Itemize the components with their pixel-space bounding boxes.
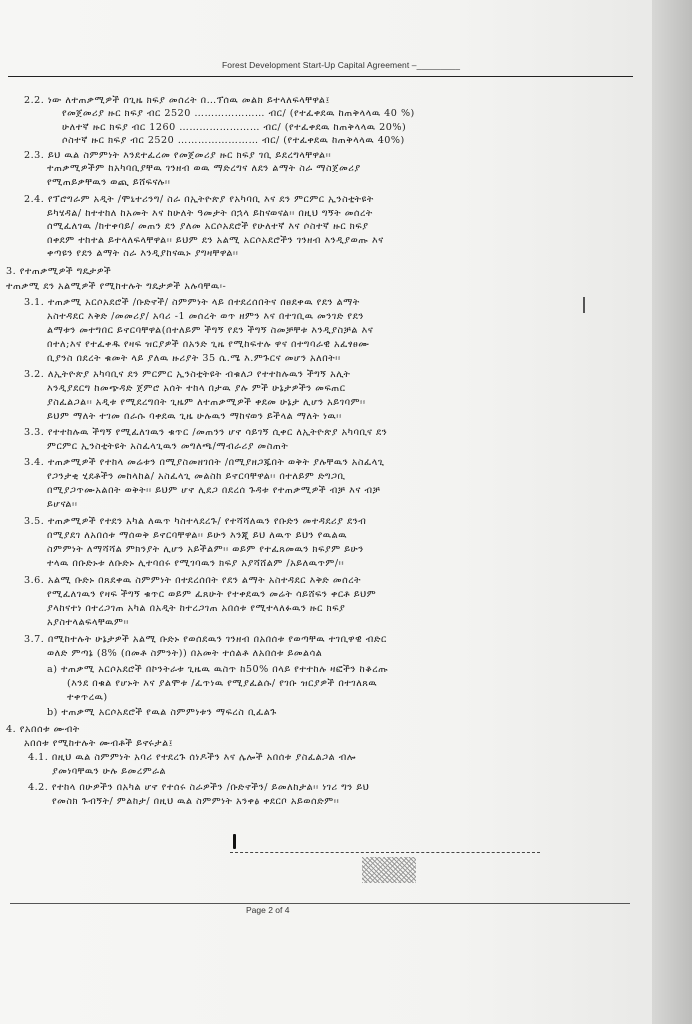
text-line: አያስተላልፍላቸዉም፡፡: [47, 617, 129, 628]
margin-mark: [583, 297, 585, 313]
text-line: 2.2. ነው ለተጠቃሚዎች በጊዜ ክፍያ መሰረት በ…ፕሰዉ መልክ ይተላለፍላቸዋል፤: [24, 95, 330, 106]
text-line: ያላከናተነ በተረጋገጠ አካል በአዲት ከተረጋገጠ አበሰቱ የሚተላለፉዉን ዙር ክፍያ: [47, 603, 346, 614]
scan-background: [652, 0, 692, 1024]
header-divider: [8, 76, 633, 77]
text-line: ልማቱን መተግበር ይኖርባቸዋል(በተለይም ችግኝ የደን ችግኝ ስመቻቸቱ እንዲያስቻል እና: [47, 325, 374, 336]
text-line: ይካሄዳል/ ከተተከለ ከአመት እና ከሁለት ዓመታት በኋላ ይከናወናል፡፡ በዚህ ግኝት መሰረት: [47, 208, 373, 219]
text-line: 4.1. በዚህ ዉል ስምምነት አባሪ የተደረጉ ሰነዶችን እና ሌሎች አበሰቱ ያስፈልጋል ብሎ: [28, 752, 357, 763]
header-title: Forest Development Start-Up Capital Agreement –_________: [222, 60, 461, 70]
text-line: 3.5. ተጠቃሚዎች የተደን አካል ለዉጥ ካስተላደረጉ/ የተሻሻለዉን የቡድን መተዳደሪያ ደንብ: [24, 516, 367, 527]
text-line: ተጠቃሚ ደን አልሚዎች የሚከተሉት ግዴታዎች አሉባቸዉ፡-: [6, 281, 227, 292]
text-line: በሚያጋጥሙአልበት ወቅት፡፡ ይህም ሆኖ ሊደጋ በደረሰ ጉዳቱ የተጠቃሚዎች ብቻ እና ብቻ: [47, 485, 381, 496]
text-line: ቀጣዩን የደን ልማት ስራ እንዲያከናዉኑ ያግዛቸዋል፡፡: [47, 248, 239, 259]
text-line: 2.4. የፕሮግራም አዲት /ሞኒተሪንግ/ ስራ በኢትዮጵያ የአካባቢ እና ደን ምርምር ኢንስቲትዩት: [24, 194, 374, 205]
text-line: ይሆናል፡፡: [47, 499, 78, 510]
text-line: አበሰቱ የሚከተሉት ሙብቶች ይኖሩታል፤: [24, 738, 174, 749]
text-line: የመስክ ጉብኝት/ ምልከታ/ በዚህ ዉል ስምምነት አንቀፅ ቀደርቦ አይወሰድም፡፡: [52, 796, 340, 807]
text-line: ተጠቃሚዎችም ከአካባቢያቸዉ ገንዘብ ወዉ ማድረግና ለደን ልማት ስራ ማስጀመሪያ: [47, 163, 361, 174]
stamp-image: [362, 857, 416, 883]
text-line: ሰሚፈለገዉ /ከተቀባይ/ መጠን ደን ያለመ አርሶአደሮች የሁለተኛ እና ሶስተኛ ዙር ክፍያ: [47, 221, 369, 232]
text-line: (እንደ በቁል የሆኑት እና ያልሞቱ /ፈጥነዉ የሚያፈልሱ/ የገቡ ዝርያዎች በተገለጸዉ: [67, 678, 378, 689]
text-line: 3.1. ተጠቃሚ አርሶአደሮች /ቡድኖች/ ስምምነት ላይ በተደረሰበትና በፀደቀዉ የደን ልማት: [24, 297, 360, 308]
section-heading: 3. የተጠቃሚዎች ግዴታዎች: [6, 266, 112, 277]
text-line: 3.4. ተጠቃሚዎች የተከላ መሬቱን በሚያስመዘገበት /በሚያዘጋጁበት ወቅት ያሉቸዉን አስፈላጊ: [24, 457, 385, 468]
text-line: ሁለተኛ ዙር ክፍያ ብር 1260 …………………… ብር/ (የተፈቀደዉ ከጠቅላላዉ 20%): [62, 122, 407, 133]
text-line: 2.3. ይህ ዉል ስምምነት እንደተፈረመ የመጀመሪያ ዙር ክፍያ ገቢ ይደረግላቸዋል፡፡: [24, 150, 332, 161]
text-line: ተቀጥረዉ): [67, 692, 108, 703]
text-line: በተለ;እና የተፈቀዱ የዛፍ ዝርያዎች በአንድ ጊዜ የሚከፍተሉ ዋና በተግባራዊ አፈፃፀሙ: [47, 339, 370, 350]
text-line: ቢያንስ በደረት ቁመት ላይ ያለዉ ዙሪያት 35 ሴ.ሜ እ.ምጉርና መሆን አለበት፡፡: [47, 353, 341, 364]
text-line: በሚያደገ ለአበሰቱ ማሰወቅ ይኖርባቸዋል፡፡ ይሁን እንጂ ይህ ለዉጥ ይህን የዉልዉ: [47, 530, 348, 541]
text-line: ያመነባቸዉን ሁሉ ይመረምራል: [52, 766, 167, 777]
footer-divider: [10, 903, 630, 904]
text-line: 3.3. የተተከሉዉ ችግኝ የሚፈለገዉን ቁጥር /መጠንን ሆኖ ሳይገኝ ሲቀር ለኢትዮጵያ አካባቢና ደን: [24, 427, 388, 438]
text-line: 3.6. አልሚ ቡድኑ በጸደቀዉ ስምምነት በተደረሰበት የደን ልማት አስተዳደር እቅድ መሰረት: [24, 575, 362, 586]
text-line: ምርምር ኢንስቲትዩት አስፈላጊዉን መግለጫ/ማብራሪያ መስጠት: [47, 441, 289, 452]
text-line: ሶስተኛ ዙር ክፍያ ብር 2520 …………………… ብር/ (የተፈቀደዉ ከጠቅላላዉ 40%): [62, 135, 405, 146]
text-line: የመጀመሪያ ዙር ክፍያ ብር 2520 ………………… ብር/ (የተፈቀደዉ ከጠቅላላዉ 40 %): [62, 108, 415, 119]
text-line: የጋንታቂ ሂደቶችን መከላከል/ አስፈላጊ መልስከ ይኖርባቸዋል፡፡ በተለይም ድግጋቢ: [47, 471, 346, 482]
text-line: በቀደም ተከተል ይተላለፍላቸዋል፡፡ ይህም ደን አልሚ አርሶአደሮችን ገንዘብ እንዲያወጡ እና: [47, 235, 384, 246]
text-line: ያስፈልጋል፡፡ አዲቱ የሚደረግበት ጊዜም ለተጠቃሚዎች ቀደመ ሁኔታ ሊሆን አይገባም፡፡: [47, 397, 366, 408]
text-line: ይህም ማለት ተገመ በራሱ ባቀደዉ ጊዜ ሁሉዉን ማከናወን ይችላል ማለት ነዉ፡፡: [47, 411, 342, 422]
text-line: ወለድ ምጣኔ (8% (በመቶ ስምንት)) በአመት ተሰልቶ ለአበሰቱ ይመልሳል: [47, 648, 323, 659]
text-line: a) ተጠቃሚ አርሶአደሮች በኮንትራቱ ጊዜዉ ዉስጥ ከ50% በላይ የተተከሉ ዛፎችን ከቆረጡ: [47, 664, 389, 675]
text-line: 4.2. የተከላ በሁዎችን በአካል ሆኖ የተሰሩ ስራዎችን /ቡድኖችን/ ይመለከታል፡፡ ነገሪ ግን ይህ: [28, 782, 370, 793]
text-line: ስምምነት ለማሻሻል ምክንያት ሊሆን አይችልም፡፡ ወይም የተፈጸመዉን ክፍያም ይሁን: [47, 544, 364, 555]
text-line: ተላዉ በቡድኑቱ ለቡድኑ ሊተባበሩ የሚገባዉን ክፍያ አያሻሸልም /አይለዉጥም/፡፡: [47, 558, 345, 569]
page-number: Page 2 of 4: [246, 905, 290, 915]
text-line: አስተዳደር እቅድ /መመሪያ/ አባሪ -1 መሰረት ወጥ ዘምን እና በተገቢዉ መንገድ የደን: [47, 311, 364, 322]
text-line: የሚፈለገዉን የዛፍ ችግኝ ቁጥር ወይም ፈጸሁት የተቀደዉን መሬት ሳይሸፍን ቀርቶ ይህም: [47, 589, 377, 600]
footer-dashed-divider: [230, 852, 540, 853]
text-line: እንዲያደርግ ከመጭዳድ ጀምሮ አሰት ተከላ በታዉ ያሉ ምች ሁኔታዎችን መፍጠር: [47, 383, 346, 394]
section-heading: 4. የአበሰቱ ሙብት: [6, 724, 80, 735]
text-line: 3.2. ለኢትዮጵያ አካባቢና ደን ምርምር ኢንስቲትዩት ብቁለጋ የተተከሉዉን ችግኝ አሊት: [24, 369, 351, 380]
ink-mark: [233, 834, 236, 849]
text-line: 3.7. በሚከተሉት ሁኔታዎች አልሚ ቡድኑ የወሰደዉን ገንዘብ በአበሰቱ የወጣቸዉ ተገቢዋዊ ብድር: [24, 634, 387, 645]
text-line: b) ተጠቃሚ አርሶአደሮች የዉል ስምምነቱን ማፍረስ ቢፈልጉ: [47, 707, 277, 718]
text-line: የሚጠይቃቸዉን ወጪ ይሸፍናሉ፡፡: [47, 177, 171, 188]
